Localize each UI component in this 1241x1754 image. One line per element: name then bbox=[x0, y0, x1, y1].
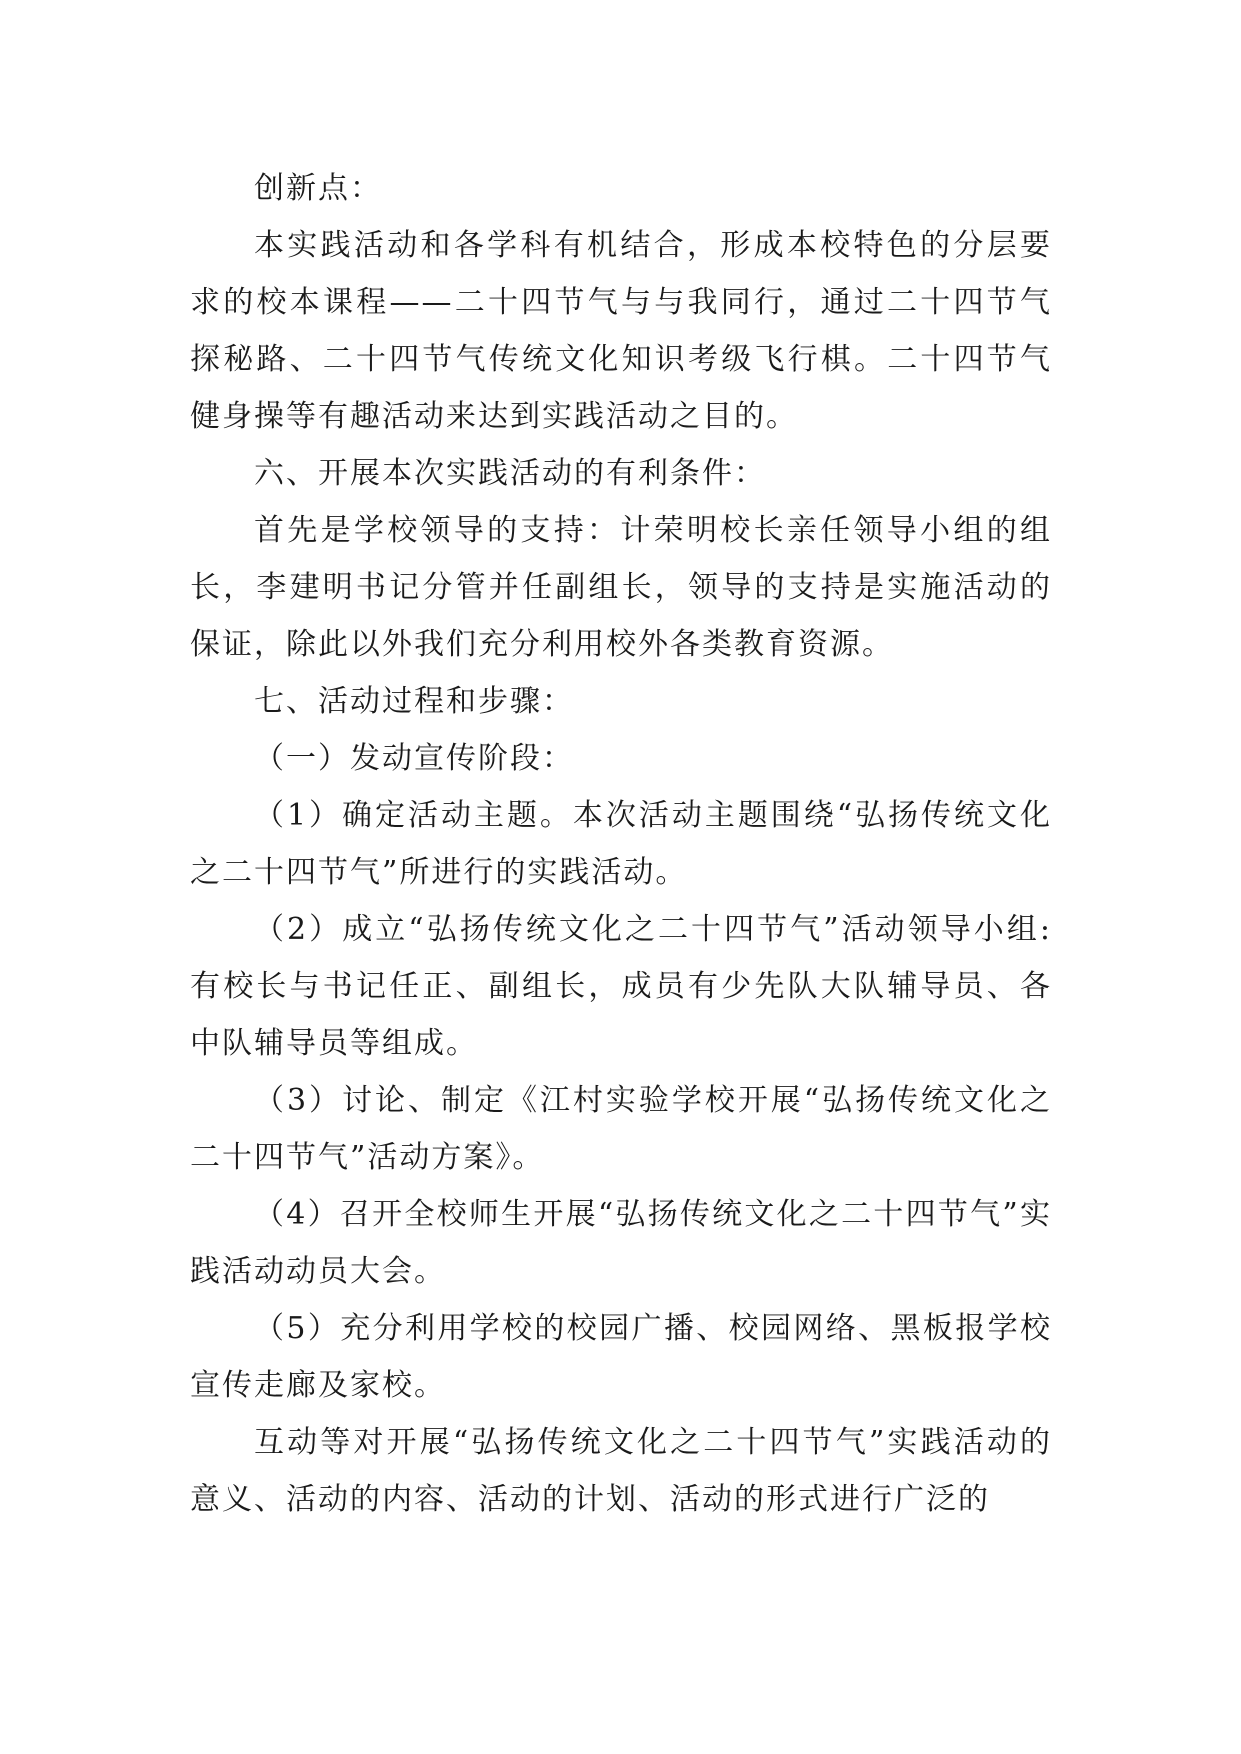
paragraph-innovation-body: 本实践活动和各学科有机结合，形成本校特色的分层要求的校本课程——二十四节气与与我同行，通过二十四节气探秘路、二十四节气传统文化知识考级飞行棋。二十四节气健身操等有趣活动来达到实践活动之目的。 bbox=[190, 228, 1052, 434]
paragraph-innovation-heading: 创新点： bbox=[254, 171, 382, 206]
paragraph-step-5: （5）充分利用学校的校园广播、校园网络、黑板报学校宣传走廊及家校。 bbox=[190, 1311, 1052, 1403]
document-body bbox=[190, 160, 1052, 1528]
paragraph-section-six-body: 首先是学校领导的支持：计荣明校长亲任领导小组的组长，李建明书记分管并任副组长，领导的支持是实施活动的保证，除此以外我们充分利用校外各类教育资源。 bbox=[190, 513, 1052, 662]
paragraph-continuation: 互动等对开展“弘扬传统文化之二十四节气”实践活动的意义、活动的内容、活动的计划、活动的形式进行广泛的 bbox=[190, 1425, 1052, 1517]
paragraph-step-3: （3）讨论、制定《江村实验学校开展“弘扬传统文化之二十四节气”活动方案》。 bbox=[190, 1083, 1052, 1175]
paragraph-step-2: （2）成立“弘扬传统文化之二十四节气”活动领导小组:有校长与书记任正、副组长，成员有少先队大队辅导员、各中队辅导员等组成。 bbox=[190, 912, 1052, 1061]
paragraph-section-seven-heading: 七、活动过程和步骤： bbox=[254, 684, 574, 719]
paragraph-step-1: （1）确定活动主题。本次活动主题围绕“弘扬传统文化之二十四节气”所进行的实践活动。 bbox=[190, 798, 1052, 890]
paragraph-step-4: （4）召开全校师生开展“弘扬传统文化之二十四节气”实践活动动员大会。 bbox=[190, 1197, 1052, 1289]
paragraph-section-six-heading: 六、开展本次实践活动的有利条件： bbox=[254, 456, 766, 491]
paragraph-stage-one-heading: （一）发动宣传阶段： bbox=[254, 741, 574, 776]
